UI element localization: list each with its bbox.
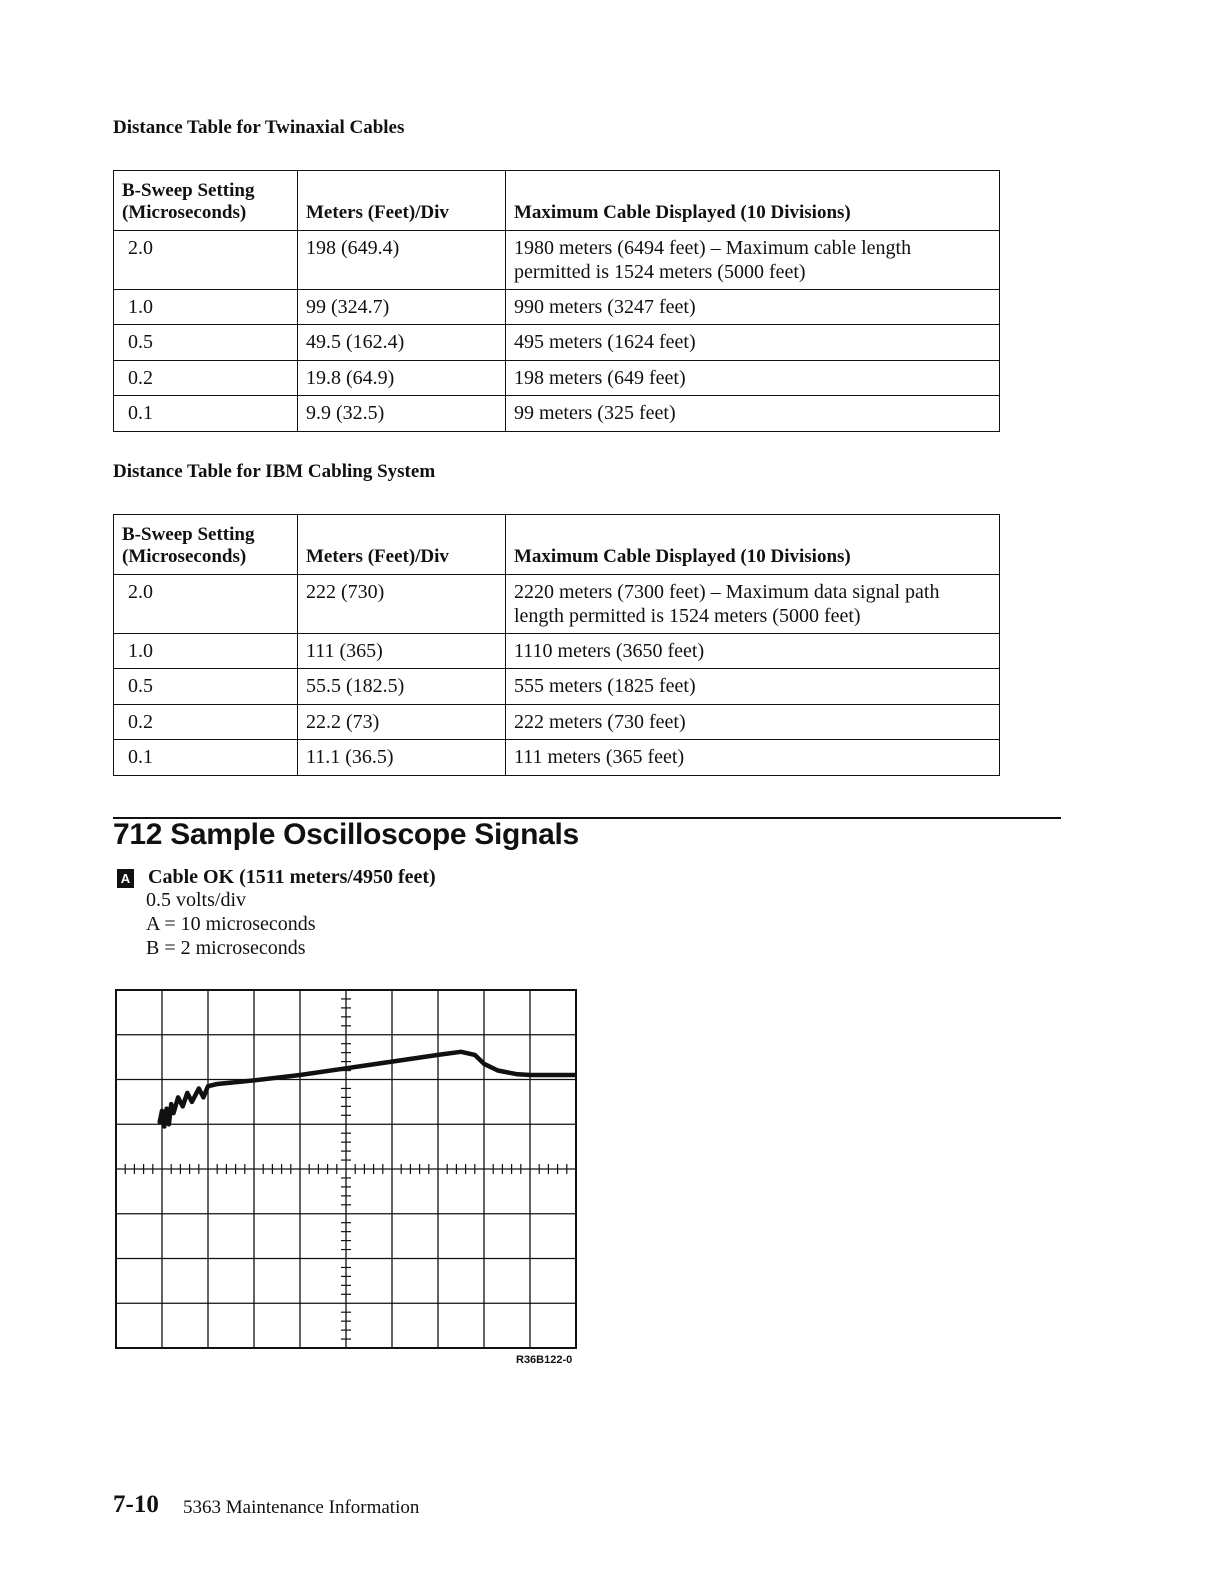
cell-max-cable: [506, 575, 1000, 634]
cell-bsweep: 0.1: [114, 740, 298, 776]
cell-max-cable: 222 meters (730 feet): [506, 705, 1000, 740]
cell-bsweep: 0.5: [114, 669, 298, 705]
cell-meters: 49.5 (162.4): [298, 325, 506, 361]
cell-max-cable: 555 meters (1825 feet): [506, 669, 1000, 705]
table-row: [114, 634, 1000, 669]
ibm-table-title: Distance Table for IBM Cabling System: [113, 461, 436, 482]
cell-bsweep: 0.1: [114, 396, 298, 432]
table-header-row: [114, 171, 1000, 231]
figure-title: Cable OK (1511 meters/4950 feet): [148, 866, 436, 888]
cell-meters: 11.1 (36.5): [298, 740, 506, 776]
cell-meters: 55.5 (182.5): [298, 669, 506, 705]
cell-meters: 22.2 (73): [298, 705, 506, 740]
cell-max-cable: 990 meters (3247 feet): [506, 290, 1000, 325]
header-max-cable: Maximum Cable Displayed (10 Divisions): [506, 171, 1000, 231]
cell-max-cable: 1110 meters (3650 feet): [506, 634, 1000, 669]
cell-bsweep: 1.0: [114, 290, 298, 325]
table-row: [114, 740, 1000, 776]
header-bsweep-line1: B-Sweep Setting: [122, 524, 255, 545]
cell-bsweep: 2.0: [114, 231, 298, 290]
table-row: [114, 325, 1000, 361]
cell-max-cable: 198 meters (649 feet): [506, 361, 1000, 396]
header-bsweep-line2: (Microseconds): [122, 546, 247, 567]
cell-max-cable: [506, 231, 1000, 290]
cell-max-cable-line2: permitted is 1524 meters (5000 feet): [514, 261, 806, 283]
twinax-distance-table: [113, 170, 1000, 432]
figure-sweep-a-label: A = 10 microseconds: [146, 913, 316, 935]
cell-max-cable: 111 meters (365 feet): [506, 740, 1000, 776]
table-row: [114, 396, 1000, 432]
cell-bsweep: 1.0: [114, 634, 298, 669]
cell-max-cable-line1: 1980 meters (6494 feet) – Maximum cable length: [514, 237, 912, 259]
cell-bsweep: 2.0: [114, 575, 298, 634]
figure-volts-label: 0.5 volts/div: [146, 889, 247, 911]
ibm-distance-table: [113, 514, 1000, 776]
cell-meters: 222 (730): [298, 575, 506, 634]
cell-max-cable: 495 meters (1624 feet): [506, 325, 1000, 361]
footer-text: 5363 Maintenance Information: [183, 1497, 420, 1518]
cell-bsweep: 0.2: [114, 361, 298, 396]
twinax-table-title: Distance Table for Twinaxial Cables: [113, 117, 405, 138]
page-number: 7-10: [113, 1491, 159, 1518]
table-row: [114, 575, 1000, 634]
cell-meters: 19.8 (64.9): [298, 361, 506, 396]
table-row: [114, 361, 1000, 396]
header-bsweep: [114, 515, 298, 575]
cell-max-cable-line2: length permitted is 1524 meters (5000 feet): [514, 605, 861, 627]
header-meters: Meters (Feet)/Div: [298, 171, 506, 231]
table-row: [114, 231, 1000, 290]
cell-meters: 9.9 (32.5): [298, 396, 506, 432]
figure-badge: A: [117, 869, 134, 888]
cell-max-cable-line1: 2220 meters (7300 feet) – Maximum data signal path: [514, 581, 940, 603]
table-row: [114, 290, 1000, 325]
cell-bsweep: 0.2: [114, 705, 298, 740]
signal-trace: [160, 1052, 576, 1127]
cell-bsweep: 0.5: [114, 325, 298, 361]
cell-max-cable: 99 meters (325 feet): [506, 396, 1000, 432]
cell-meters: 99 (324.7): [298, 290, 506, 325]
header-bsweep: [114, 171, 298, 231]
section-title: 712 Sample Oscilloscope Signals: [113, 818, 579, 851]
header-meters: Meters (Feet)/Div: [298, 515, 506, 575]
oscilloscope-graticule: [115, 989, 577, 1351]
header-max-cable: Maximum Cable Displayed (10 Divisions): [506, 515, 1000, 575]
cell-meters: 198 (649.4): [298, 231, 506, 290]
table-header-row: [114, 515, 1000, 575]
figure-sweep-b-label: B = 2 microseconds: [146, 937, 306, 959]
cell-meters: 111 (365): [298, 634, 506, 669]
figure-id: R36B122-0: [516, 1354, 573, 1366]
header-bsweep-line2: (Microseconds): [122, 202, 247, 223]
table-row: [114, 669, 1000, 705]
table-row: [114, 705, 1000, 740]
header-bsweep-line1: B-Sweep Setting: [122, 180, 255, 201]
